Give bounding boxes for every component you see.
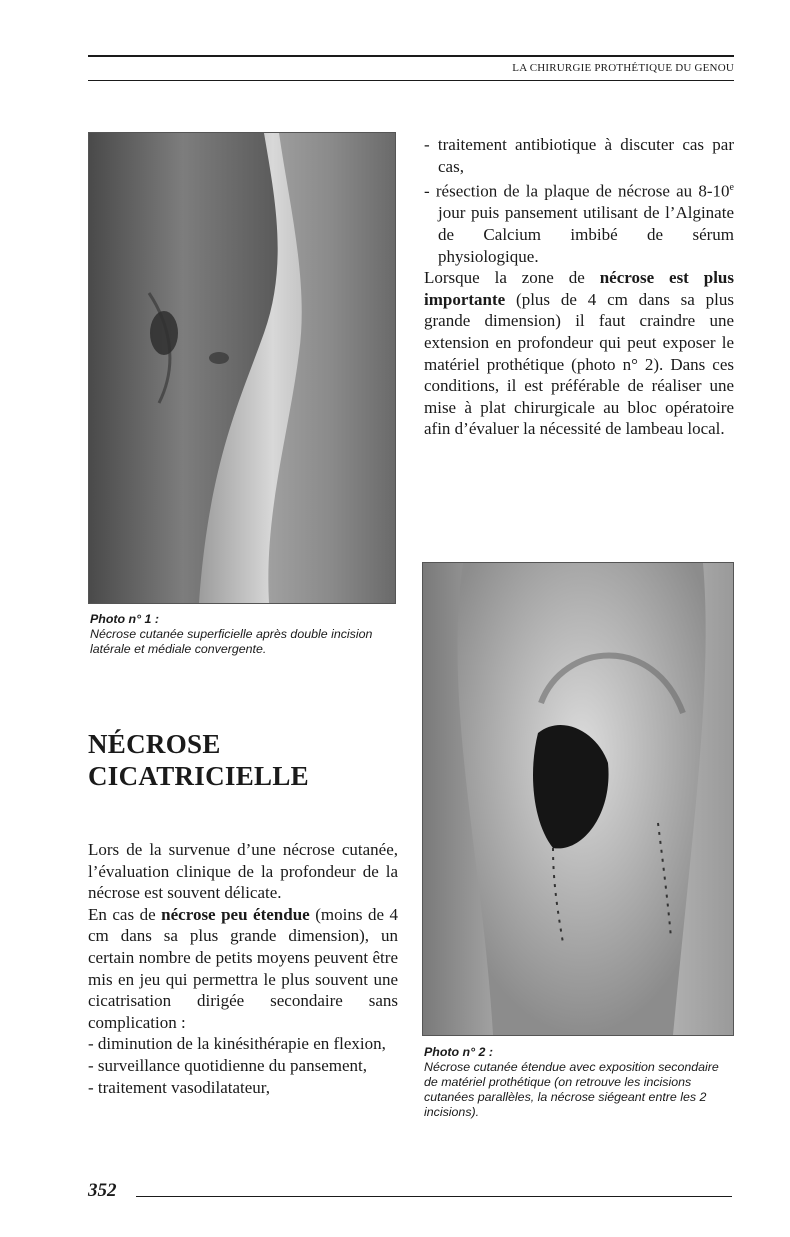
photo-1-caption-text: Nécrose cutanée superficielle après double incision latérale et médiale convergente.	[90, 627, 373, 656]
list-item: - résection de la plaque de nécrose au 8-10e jour puis pansement utilisant de l’Alginate de Calcium imbibé de sérum physiologique.	[424, 181, 734, 266]
photo-2-caption-text: Nécrose cutanée étendue avec exposition secondaire de matériel prothétique (on retrouve les incisions cutanées parallèles, la nécrose siégeant entre les 2 incisions).	[424, 1060, 719, 1119]
photo-2	[422, 562, 734, 1036]
footer-rule	[136, 1196, 732, 1197]
photo-2-caption	[424, 1045, 734, 1120]
paragraph-small-necrosis: En cas de nécrose peu étendue (moins de 4 cm dans sa plus grande dimension), un certain nombre de petits moyens peuvent être mis en jeu qui permettra le plus souvent une cicatrisation dirigée secondaire sans complication :	[88, 904, 399, 1032]
header-underline	[88, 80, 734, 81]
photo-2-title: Photo n° 2 :	[424, 1045, 493, 1059]
photo-1	[88, 132, 396, 604]
photo-1-title: Photo n° 1 :	[90, 612, 159, 626]
running-header: LA CHIRURGIE PROTHÉTIQUE DU GENOU	[512, 62, 734, 74]
list-item: - diminution de la kinésithérapie en flexion,	[88, 1034, 386, 1054]
photo-1-caption	[90, 612, 400, 657]
list-item: - traitement vasodilatateur,	[88, 1077, 271, 1097]
photo-2-image	[423, 563, 733, 1035]
top-rule	[88, 55, 734, 57]
section-heading: NÉCROSE CICATRICIELLE	[88, 729, 309, 791]
paragraph-evaluation: Lors de la survenue d’une nécrose cutanée, l’évaluation clinique de la profondeur de la nécrose est souvent délicate.	[88, 840, 398, 903]
photo-1-image	[89, 133, 395, 603]
page-number: 352	[88, 1180, 117, 1201]
left-column-body	[88, 839, 398, 1098]
list-item: - traitement antibiotique à discuter cas par cas,	[424, 135, 734, 176]
paragraph-important-necrosis: Lorsque la zone de nécrose est plus importante (plus de 4 cm dans sa plus grande dimension) il faut craindre une extension en profondeur qui peut exposer le matériel prothétique (photo n° 2). Dans ces conditions, il est préférable de réaliser une mise à plat chirurgicale au bloc opératoire afin d’évaluer la nécessité de lambeau local.	[424, 268, 734, 439]
right-column-top-text	[424, 134, 734, 440]
list-item: - surveillance quotidienne du pansement,	[88, 1055, 368, 1075]
